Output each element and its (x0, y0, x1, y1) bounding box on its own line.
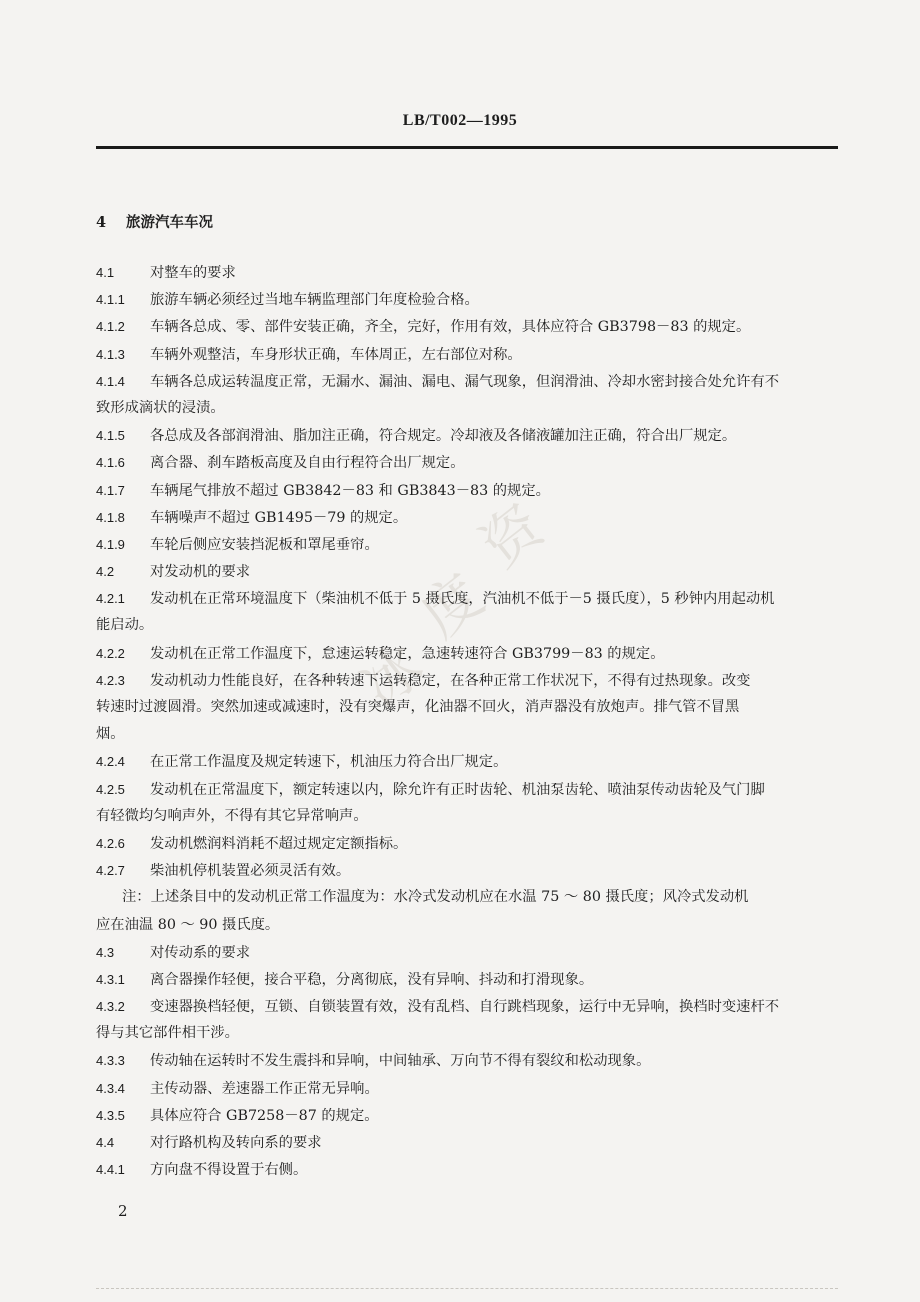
clause-line (96, 667, 838, 694)
clause-line (96, 939, 838, 966)
clause-continuation-line (96, 694, 838, 721)
clause-line (96, 640, 838, 667)
clause-line (96, 368, 838, 395)
clause-line (96, 259, 838, 286)
clause-line (96, 1129, 838, 1156)
clause-number: 4.2.3 (96, 672, 125, 688)
clause-number: 4.3.2 (96, 999, 125, 1015)
clause-line (96, 531, 838, 558)
section-title-text: 旅游汽车车况 (126, 214, 213, 231)
clause-text: 柴油机停机装置必须灵活有效。 (150, 863, 351, 880)
clause-continuation-line (96, 395, 838, 422)
clause-text: 主传动器、差速器工作正常无异响。 (150, 1080, 379, 1097)
clause-text: 转速时过渡圆滑。突然加速或减速时，没有突爆声，化油器不回火，消声器没有放炮声。排气管不冒黑 (96, 699, 740, 715)
bottom-dashed-line (96, 1288, 838, 1289)
clause-line (96, 776, 838, 803)
clause-text: 烟。 (96, 726, 125, 743)
clause-number: 4.3.1 (96, 971, 125, 987)
clause-line (96, 341, 838, 368)
clause-line (96, 830, 838, 857)
clause-continuation-line (96, 1020, 838, 1047)
section-title (96, 211, 213, 232)
clause-line (96, 504, 838, 531)
document-code: LB/T002—1995 (402, 112, 518, 129)
clause-text: 旅游车辆必须经过当地车辆监理部门年度检验合格。 (150, 292, 479, 309)
clause-line (96, 993, 838, 1020)
clause-text: 有轻微均匀响声外，不得有其它异常响声。 (96, 807, 368, 824)
clause-number: 4.2.2 (96, 645, 125, 661)
clause-number: 4.1.7 (96, 482, 125, 498)
clause-text: 离合器操作轻便，接合平稳，分离彻底，没有异响、抖动和打滑现象。 (150, 971, 594, 988)
clause-text: 对行路机构及转向系的要求 (150, 1135, 322, 1151)
header-rule (96, 146, 838, 149)
clause-number: 4.1.2 (96, 319, 125, 335)
clause-number: 4.1.4 (96, 373, 125, 389)
clause-line (96, 286, 838, 313)
clause-text: 能启动。 (96, 617, 154, 634)
clause-text: 离合器、刹车踏板高度及自由行程符合出厂规定。 (150, 455, 465, 472)
clause-line (96, 1047, 838, 1074)
clause-line (96, 1075, 838, 1102)
clause-number: 4.2.7 (96, 863, 125, 879)
clause-text: 致形成滴状的浸渍。 (96, 399, 225, 416)
clause-line (96, 585, 838, 612)
clause-number: 4.1.3 (96, 346, 125, 362)
clause-text: 车辆各总成运转温度正常，无漏水、漏油、漏电、漏气现象，但润滑油、冷却水密封接合处允许有不 (150, 373, 780, 390)
clause-number: 4.3.4 (96, 1080, 125, 1096)
clause-number: 4.2.5 (96, 781, 125, 797)
clause-number: 4.4.1 (96, 1162, 125, 1178)
clause-line (96, 857, 838, 884)
clause-text: 在正常工作温度及规定转速下，机油压力符合出厂规定。 (150, 754, 508, 771)
clause-text: 应在油温 80 ～ 90 摄氏度。 (96, 916, 280, 933)
clause-number: 4.1.1 (96, 292, 125, 308)
clause-text: 方向盘不得设置于右侧。 (150, 1162, 308, 1179)
clause-continuation-line (96, 884, 838, 911)
clause-text: 发动机在正常环境温度下（柴油机不低于 5 摄氏度，汽油机不低于－5 摄氏度），5 秒钟内用起动机 (150, 591, 775, 608)
clause-text: 对传动系的要求 (150, 944, 251, 961)
clause-text: 传动轴在运转时不发生震抖和异响，中间轴承、万向节不得有裂纹和松动现象。 (150, 1053, 651, 1070)
clause-text: 变速器换档轻便，互锁、自锁装置有效，没有乱档、自行跳档现象，运行中无异响，换档时变速杆不 (150, 999, 780, 1016)
clause-continuation-line (96, 612, 838, 639)
clause-text: 得与其它部件相干涉。 (96, 1025, 239, 1042)
clause-number: 4.3 (96, 944, 115, 960)
clause-number: 4.2 (96, 564, 115, 580)
page-number: 2 (118, 1202, 128, 1220)
clause-text: 发动机在正常工作温度下，怠速运转稳定，急速转速符合 GB3799－83 的规定。 (150, 645, 665, 662)
clause-line (96, 1102, 838, 1129)
clause-text: 对发动机的要求 (150, 564, 251, 581)
section-number: 4 (96, 214, 107, 231)
clause-number: 4.1.5 (96, 428, 125, 444)
clause-number: 4.2.1 (96, 591, 125, 607)
clause-number: 4.2.4 (96, 754, 125, 770)
clause-line (96, 477, 838, 504)
clause-list (96, 259, 838, 1183)
clause-number: 4.1.9 (96, 536, 125, 552)
clause-continuation-line (96, 721, 838, 748)
clause-text: 车辆外观整洁，车身形状正确，车体周正，左右部位对称。 (150, 346, 522, 363)
clause-text: 车辆噪声不超过 GB1495－79 的规定。 (150, 509, 408, 526)
clause-number: 4.1 (96, 265, 115, 280)
clause-text: 注：上述条目中的发动机正常工作温度为：水冷式发动机应在水温 75 ～ 80 摄氏度；风冷式发动机 (122, 889, 749, 906)
watermark: 资 度 冰 (348, 491, 556, 721)
clause-text: 发动机动力性能良好，在各种转速下运转稳定，在各种正常工作状况下，不得有过热现象。改变 (150, 672, 751, 689)
clause-number: 4.1.6 (96, 455, 125, 471)
clause-text: 具体应符合 GB7258－87 的规定。 (150, 1107, 379, 1124)
clause-text: 车辆各总成、零、部件安装正确，齐全，完好，作用有效，具体应符合 GB3798－83 的规定。 (150, 319, 751, 336)
clause-line (96, 449, 838, 476)
clause-continuation-line (96, 803, 838, 830)
clause-text: 对整车的要求 (150, 265, 236, 281)
clause-number: 4.4 (96, 1135, 115, 1150)
clause-number: 4.3.3 (96, 1053, 125, 1069)
clause-number: 4.3.5 (96, 1107, 125, 1123)
clause-line (96, 422, 838, 449)
clause-text: 各总成及各部润滑油、脂加注正确，符合规定。冷却液及各储液罐加注正确，符合出厂规定。 (150, 428, 737, 445)
clause-continuation-line (96, 912, 838, 939)
clause-text: 发动机燃润料消耗不超过规定定额指标。 (150, 835, 408, 852)
clause-line (96, 748, 838, 775)
clause-line (96, 966, 838, 993)
clause-line (96, 313, 838, 340)
clause-text: 发动机在正常温度下，额定转速以内，除允许有正时齿轮、机油泵齿轮、喷油泵传动齿轮及气门脚 (150, 781, 765, 798)
clause-line (96, 558, 838, 585)
clause-text: 车轮后侧应安装挡泥板和罩尾垂帘。 (150, 536, 379, 553)
clause-number: 4.1.8 (96, 509, 125, 525)
clause-line (96, 1156, 838, 1183)
clause-number: 4.2.6 (96, 835, 125, 851)
clause-text: 车辆尾气排放不超过 GB3842－83 和 GB3843－83 的规定。 (150, 482, 550, 499)
